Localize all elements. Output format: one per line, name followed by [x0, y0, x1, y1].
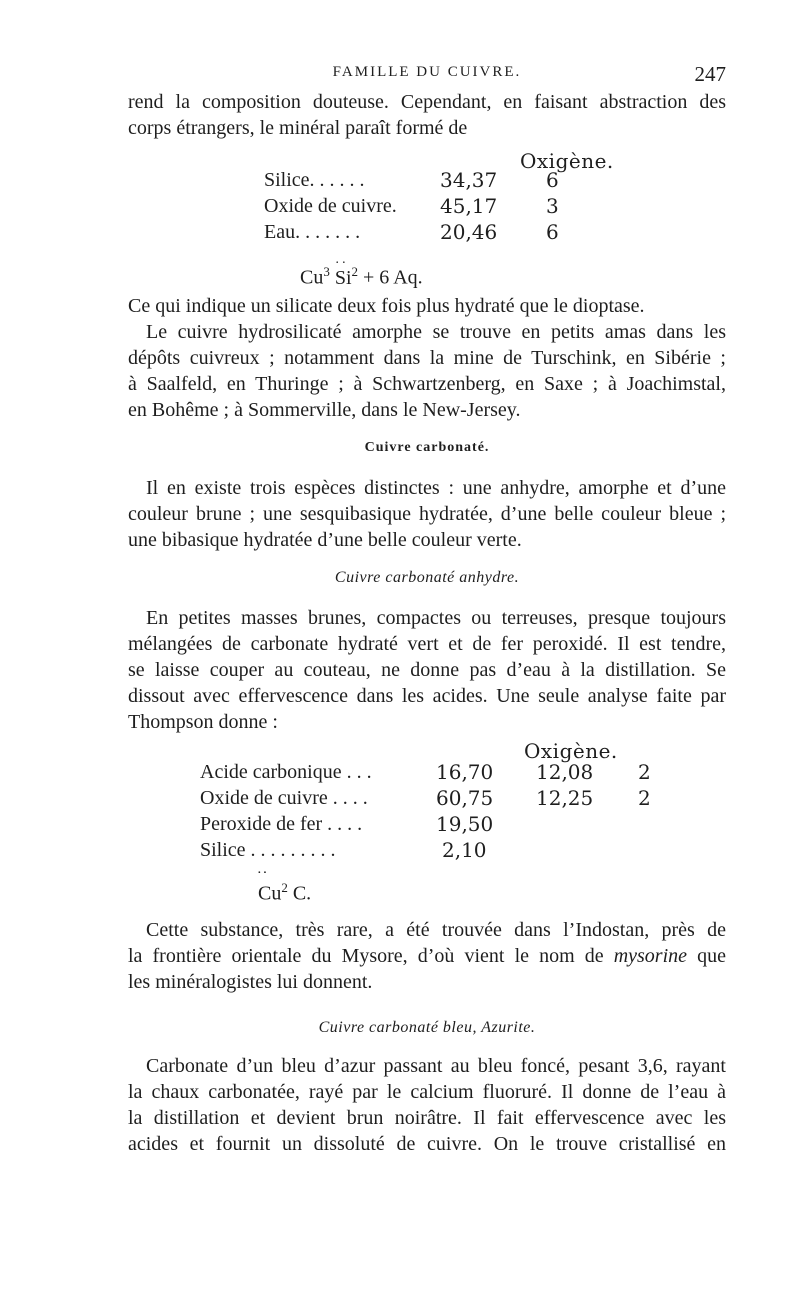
- table-row-oxygen: 3: [546, 194, 559, 218]
- table-row-value: 16,70: [436, 760, 494, 784]
- text-line: en Bohême ; à Sommerville, dans le New-Jersey.: [128, 399, 521, 421]
- formula-cu: ·· Cu: [258, 883, 281, 905]
- text-line: la distillation et devient brun noirâtre. Il fait effervescence avec les: [128, 1107, 726, 1129]
- table-row-label: Eau. . . . . . .: [264, 221, 361, 243]
- text-line: les minéralogistes lui donnent.: [128, 971, 373, 993]
- table-row-value: 20,46: [440, 220, 498, 244]
- formula-rest: + 6 Aq.: [363, 266, 423, 289]
- emphasized-term: mysorine: [613, 945, 688, 967]
- text-line: Ce qui indique un silicate deux fois plus hydraté que le dioptase.: [128, 295, 645, 317]
- table-row-label: Silice . . . . . . . . .: [200, 839, 336, 861]
- text-line: dépôts cuivreux ; notamment dans la mine de Turschink, en Sibérie ;: [128, 347, 726, 369]
- table-row-value: 60,75: [436, 786, 494, 810]
- text-line: rend la composition douteuse. Cependant, en faisant abstraction des: [128, 91, 726, 113]
- formula-exponent: 3: [323, 264, 330, 279]
- text-span: la frontière orientale du Mysore, d’où vient le nom de: [128, 945, 604, 967]
- table-row-value: 2,10: [442, 838, 487, 862]
- text-line: [128, 942, 726, 970]
- chemical-formula-2: [258, 874, 311, 908]
- formula-c: ·· C.: [293, 883, 311, 905]
- page-number: 247: [694, 62, 726, 86]
- table-row-ratio: 2: [638, 786, 651, 810]
- section-heading: [128, 1014, 726, 1042]
- text-line: se laisse couper au couteau, ne donne pas d’eau à la distillation. Se: [128, 659, 726, 681]
- text-line: Le cuivre hydrosilicaté amorphe se trouve en petits amas dans les: [146, 321, 726, 343]
- formula-exponent: 2: [351, 264, 359, 279]
- text-line: à Saalfeld, en Thuringe ; à Schwartzenberg, en Saxe ; à Joachimstal,: [128, 373, 726, 395]
- table-row-value: 34,37: [440, 168, 498, 192]
- text-line: dissout avec effervescence dans les acides. Une seule analyse faite par: [128, 685, 726, 707]
- text-span: que: [697, 945, 727, 967]
- oxygen-column-header: Oxigène.: [520, 149, 614, 173]
- table-row-oxygen: 6: [546, 168, 559, 192]
- text-line: couleur brune ; une sesquibasique hydratée, d’une belle couleur bleue ;: [128, 503, 726, 525]
- heading-main: Cuivre carbonaté bleu: [318, 1019, 473, 1036]
- text-line: mélangées de carbonate hydraté vert et de fer peroxidé. Il est tendre,: [128, 633, 726, 655]
- text-line: Carbonate d’un bleu d’azur passant au bleu foncé, pesant 3,6, rayant: [146, 1055, 726, 1077]
- text-line: la chaux carbonatée, rayé par le calcium fluoruré. Il donne de l’eau à: [128, 1081, 726, 1103]
- running-title: FAMILLE DU CUIVRE.: [332, 64, 522, 80]
- text-line: Thompson donne :: [128, 711, 278, 733]
- text-line: Il en existe trois espèces distinctes : une anhydre, amorphe et d’une: [146, 477, 726, 499]
- formula-si: ·· Si: [335, 264, 352, 292]
- table-row-label: Acide carbonique . . .: [200, 761, 372, 783]
- heading-alt: Azurite.: [481, 1019, 536, 1036]
- text-line: En petites masses brunes, compactes ou terreuses, presque toujours: [146, 607, 726, 629]
- formula-cu: Cu: [300, 266, 324, 289]
- table-row-oxygen: 12,25: [536, 786, 594, 810]
- table-row-label: Oxide de cuivre . . . .: [200, 787, 368, 809]
- chemical-formula-1: [300, 258, 423, 292]
- text-line: une bibasique hydratée d’une belle couleur verte.: [128, 529, 522, 551]
- table-row-ratio: 2: [638, 760, 651, 784]
- formula-exponent: 2: [281, 880, 288, 895]
- table-row-label: Oxide de cuivre.: [264, 195, 397, 217]
- table-row-oxygen: 12,08: [536, 760, 594, 784]
- table-row-value: 19,50: [436, 812, 494, 836]
- table-row-label: Peroxide de fer . . . .: [200, 813, 363, 835]
- section-heading: Cuivre carbonaté.: [364, 440, 490, 455]
- table-row-label: Silice. . . . . .: [264, 169, 365, 191]
- text-line: acides et fournit un dissoluté de cuivre. On le trouve cristallisé en: [128, 1133, 726, 1155]
- text-line: Cette substance, très rare, a été trouvée dans l’Indostan, près de: [146, 919, 726, 941]
- section-heading: Cuivre carbonaté anhydre.: [334, 569, 520, 586]
- oxygen-column-header: Oxigène.: [524, 739, 618, 763]
- text-line: corps étrangers, le minéral paraît formé de: [128, 117, 468, 139]
- heading-sep: ,: [472, 1019, 482, 1036]
- table-row-oxygen: 6: [546, 220, 559, 244]
- table-row-value: 45,17: [440, 194, 498, 218]
- page-header: [128, 62, 726, 86]
